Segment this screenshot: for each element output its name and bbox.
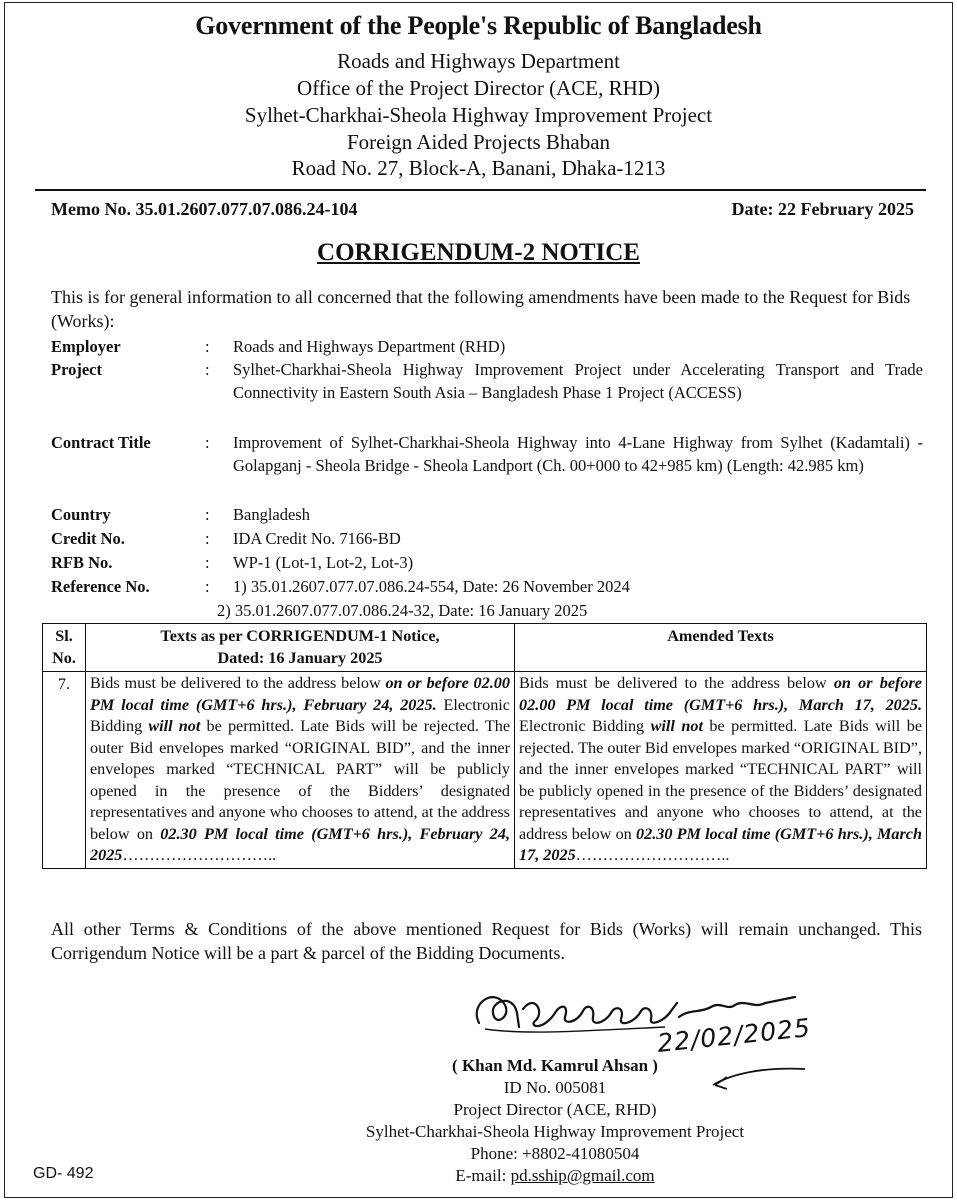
text-part: Electronic Bidding <box>519 717 651 735</box>
address-heading: Road No. 27, Block-A, Banani, Dhaka-1213 <box>291 156 666 180</box>
header-old-line-1: Texts as per CORRIGENDUM-1 Notice, <box>160 627 440 645</box>
memo-number: Memo No. 35.01.2607.077.07.086.24-104 <box>51 199 358 219</box>
signatory-project: Sylhet-Charkhai-Sheola Highway Improvement Project <box>365 1122 745 1141</box>
email-label: E-mail: <box>455 1166 511 1185</box>
signatory-id: ID No. 005081 <box>503 1078 607 1097</box>
contract-title-label: Contract Title <box>51 433 151 452</box>
contract-title-value: Improvement of Sylhet-Charkhai-Sheola Highway into 4-Lane Highway from Sylhet (Kadamtali) - Golapganj - Sheola Bridge - Sheola Landport (Ch. 00+000 to 42+985 km) (Length: 42.985 km) <box>233 433 923 475</box>
department-heading: Roads and Highways Department <box>337 49 620 73</box>
dotted-leader: ……………………….. <box>575 846 730 864</box>
header-sl-no <box>43 624 86 672</box>
row-amended-text <box>515 672 927 869</box>
colon: : <box>205 577 210 596</box>
header-divider <box>35 189 926 191</box>
deadline-text: on or before 02.00 PM local time (GMT+6 hrs.), March 17, 2025. <box>519 674 922 714</box>
header-old-text <box>86 624 515 672</box>
colon: : <box>205 529 210 548</box>
opening-time-text: 02.30 PM local time (GMT+6 hrs.), February 24, 2025 <box>90 824 510 864</box>
table-row <box>43 672 927 869</box>
notice-page <box>4 2 953 1198</box>
rfb-no-label: RFB No. <box>51 553 113 572</box>
project-heading: Sylhet-Charkhai-Sheola Highway Improvement Project <box>244 103 713 127</box>
header-no-text: No. <box>52 648 76 667</box>
table-header-row <box>43 624 927 672</box>
signatory-name: ( Khan Md. Kamrul Ahsan ) <box>452 1056 658 1075</box>
reference-no-value-2: 2) 35.01.2607.077.07.086.24-32, Date: 16 January 2025 <box>217 601 588 620</box>
text-part: Bids must be delivered to the address below <box>519 674 834 692</box>
text-part: Electronic Bidding <box>90 695 510 735</box>
rfb-no-value: WP-1 (Lot-1, Lot-2, Lot-3) <box>233 553 414 572</box>
amendment-table <box>42 623 927 869</box>
colon: : <box>205 337 210 356</box>
signatory-email-line <box>305 1165 805 1187</box>
footer-code: GD- 492 <box>33 1165 94 1182</box>
reference-no-label: Reference No. <box>51 577 150 596</box>
building-heading: Foreign Aided Projects Bhaban <box>346 130 611 154</box>
employer-value: Roads and Highways Department (RHD) <box>233 337 506 356</box>
project-label: Project <box>51 360 102 379</box>
country-label: Country <box>51 505 111 524</box>
colon: : <box>205 360 210 379</box>
colon: : <box>205 505 210 524</box>
text-part: be permitted. Late Bids will be rejected. The outer Bid envelopes marked “ORIGINAL BID”, and the inner envelopes marked “TECHNICAL PART” will be publicly opened in the presence of the Bidders’ designated representatives and anyone who chooses to attend, at the address below on <box>90 717 510 843</box>
header-amended-text: Amended Texts <box>515 624 927 672</box>
notice-title: CORRIGENDUM-2 NOTICE <box>317 239 640 266</box>
colon: : <box>205 553 210 572</box>
emphasis-text: will not <box>650 717 703 735</box>
text-part: Bids must be delivered to the address below <box>90 674 386 692</box>
government-heading: Government of the People's Republic of Bangladesh <box>195 11 762 40</box>
header-sl-text: Sl. <box>55 627 73 645</box>
employer-label: Employer <box>51 337 121 356</box>
project-value: Sylhet-Charkhai-Sheola Highway Improvement Project under Accelerating Transport and Trade Connectivity in Eastern South Asia – Bangladesh Phase 1 Project (ACCESS) <box>233 360 923 402</box>
emphasis-text: will not <box>148 717 201 735</box>
memo-date: Date: 22 February 2025 <box>731 199 914 219</box>
header-old-line-2: Dated: 16 January 2025 <box>217 648 383 667</box>
email-link[interactable]: pd.sship@gmail.com <box>510 1166 655 1185</box>
deadline-text: on or before 02.00 PM local time (GMT+6 hrs.), February 24, 2025. <box>90 674 510 714</box>
signatory-phone: Phone: +8802-41080504 <box>470 1144 640 1163</box>
reference-no-value-1: 1) 35.01.2607.077.07.086.24-554, Date: 26 November 2024 <box>233 577 630 596</box>
signature-date: 22/02/2025 <box>655 1013 813 1058</box>
closing-paragraph: All other Terms & Conditions of the above mentioned Request for Bids (Works) will remain unchanged. This Corrigendum Notice will be a part & parcel of the Bidding Documents. <box>51 919 922 963</box>
intro-paragraph: This is for general information to all concerned that the following amendments have been made to the Request for Bids (Works): <box>51 287 911 331</box>
signatory-designation: Project Director (ACE, RHD) <box>453 1100 657 1119</box>
office-heading: Office of the Project Director (ACE, RHD) <box>297 76 660 100</box>
credit-no-label: Credit No. <box>51 529 125 548</box>
row-old-text <box>86 672 515 869</box>
dotted-leader: ……………………….. <box>122 846 277 864</box>
colon: : <box>205 433 210 452</box>
opening-time-text: 02.30 PM local time (GMT+6 hrs.), March 17, 2025 <box>519 824 922 864</box>
text-part: be permitted. Late Bids will be rejected. The outer Bid envelopes marked “ORIGINAL BID”, and the inner envelopes marked “TECHNICAL PART” will be publicly opened in the presence of the Bidders’ designated representatives and anyone who chooses to attend, at the address below on <box>519 717 922 843</box>
credit-no-value: IDA Credit No. 7166-BD <box>233 529 401 548</box>
country-value: Bangladesh <box>233 505 310 524</box>
row-sl-no: 7. <box>43 672 86 869</box>
